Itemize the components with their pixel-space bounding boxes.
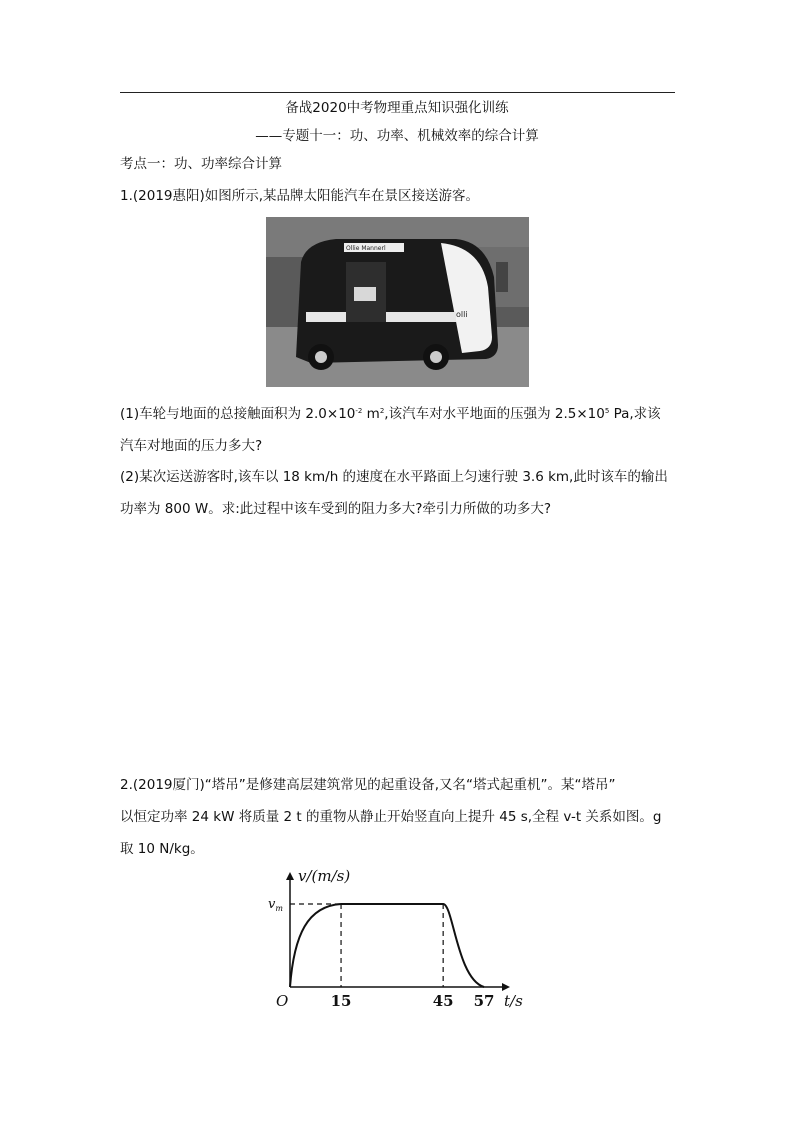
x-tick-label-45: 45: [432, 992, 454, 1010]
x-axis-arrow: [502, 983, 510, 991]
q1-part1-line1: [120, 402, 661, 422]
q2-line2: 以恒定功率 24 kW 将质量 2 t 的重物从静止开始竖直向上提升 45 s,全程 v-t 关系如图。g: [120, 809, 662, 825]
vt-curve: [290, 904, 484, 987]
x-axis-label: t/s: [504, 992, 523, 1010]
y-axis-arrow: [286, 872, 294, 880]
x-tick-label-57: 57: [473, 992, 495, 1010]
page-subtitle: ——专题十一：功、功率、机械效率的综合计算: [255, 128, 539, 144]
q1-p1-exp2: 2: [379, 407, 385, 415]
solar-bus-image: [266, 217, 529, 387]
q1-intro: 1.(2019惠阳)如图所示,某品牌太阳能汽车在景区接送游客。: [120, 188, 480, 204]
header-rule: [120, 92, 675, 93]
q2-line3: 取 10 N/kg。: [120, 841, 204, 857]
page-title: 备战2020中考物理重点知识强化训练: [285, 100, 509, 116]
origin-label: O: [276, 992, 289, 1010]
q1-p1-exp1: -2: [355, 407, 363, 415]
photo-logo-text: olli: [456, 310, 468, 319]
vt-chart: [262, 860, 532, 1020]
q1-p1-text-a: (1)车轮与地面的总接触面积为 2.0×10: [120, 406, 356, 422]
q1-p1-exp3: 5: [604, 407, 610, 415]
q1-part2-line2: 功率为 800 W。求:此过程中该车受到的阻力多大?牵引力所做的功多大?: [120, 501, 552, 517]
q1-p1-text-d: Pa,求该: [609, 406, 661, 422]
section-heading: 考点一：功、功率综合计算: [120, 156, 282, 172]
x-tick-label-15: 15: [330, 992, 352, 1010]
vt-chart-svg: [262, 860, 532, 1020]
q1-part1-line2: 汽车对地面的压力多大?: [120, 438, 263, 454]
q1-part2-line1: (2)某次运送游客时,该车以 18 km/h 的速度在水平路面上匀速行驶 3.6 km,此时该车的输出: [120, 469, 668, 485]
q2-line1: 2.(2019厦门)“塔吊”是修建高层建筑常见的起重设备,又名“塔式起重机”。某“塔吊”: [120, 777, 616, 793]
y-axis-label: v/(m/s): [298, 867, 351, 885]
q1-p1-text-c: ,该汽车对水平地面的压强为 2.5×10: [384, 406, 605, 422]
vm-label: $v_m$: [268, 897, 283, 913]
photo-sign-text: Ollie Mannerl: [346, 245, 386, 252]
q1-p1-text-b: m: [362, 406, 380, 422]
solar-bus-photo: [266, 217, 529, 387]
